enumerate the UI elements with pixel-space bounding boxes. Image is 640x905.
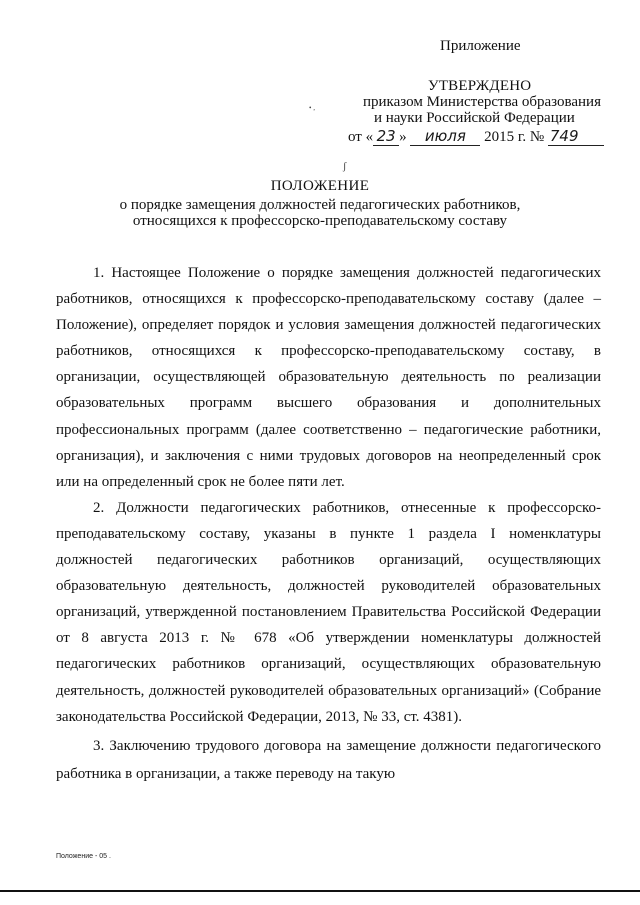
paragraph-3: 3. Заключению трудового договора на замещение должности педагогического работника в организации, а также переводу на такую bbox=[56, 737, 601, 782]
paragraph-2: 2. Должности педагогических работников, отнесенные к профессорско-преподавательскому составу, указаны в пункте 1 раздела I номенклатуры должностей педагогических работников организаций, осуществляющих образовательную деятельность, должностей руководителей образовательных организаций, утвержденной постановлением Правительства Российской Федерации от 8 августа 2013 г. № 678 «Об утверждении номенклатуры должностей педагогических работников организаций, осуществляющих образовательную деятельность, должностей руководителей образовательных организаций» (Собрание законодательства Российской Федерации, 2013, № 33, ст. 4381). bbox=[56, 499, 601, 725]
order-line-1: приказом Министерства образования bbox=[363, 94, 601, 110]
handwritten-day: 23 bbox=[373, 127, 399, 146]
document-body bbox=[56, 260, 601, 788]
document-subtitle-line2: относящихся к профессорско-преподавательскому составу bbox=[132, 213, 508, 229]
scan-specks: • , bbox=[309, 104, 315, 112]
appendix-label: Приложение bbox=[440, 38, 521, 54]
scan-mark: ʃ bbox=[343, 161, 347, 172]
paragraph-1: 1. Настоящее Положение о порядке замещения должностей педагогических работников, относящихся к профессорско-преподавательскому составу (далее – Положение), определяет порядок и условия замещения должностей педагогических работников, относящихся к профессорско-преподавательскому составу, в организации, осуществляющей образовательную деятельность по реализации образовательных программ высшего образования и дополнительных профессиональных программ (далее соответственно – педагогические работники, организация), и заключения с ними трудовых договоров на неопределенный срок или на определенный срок не более пяти лет. bbox=[56, 265, 601, 490]
order-date-line bbox=[348, 127, 604, 146]
date-year: 2015 г. № bbox=[484, 129, 545, 145]
document-subtitle-line1: о порядке замещения должностей педагогических работников, bbox=[119, 197, 521, 213]
date-mid: » bbox=[399, 129, 407, 145]
order-line-2: и науки Российской Федерации bbox=[374, 110, 575, 126]
date-prefix: от « bbox=[348, 129, 374, 145]
handwritten-month: июля bbox=[410, 127, 480, 146]
page-footer-label: Положение - 05 . bbox=[56, 853, 111, 860]
handwritten-order-number: 749 bbox=[548, 127, 604, 146]
approved-stamp-title: УТВЕРЖДЕНО bbox=[428, 78, 532, 94]
document-title: ПОЛОЖЕНИЕ bbox=[270, 178, 370, 194]
bottom-rule bbox=[0, 890, 640, 892]
